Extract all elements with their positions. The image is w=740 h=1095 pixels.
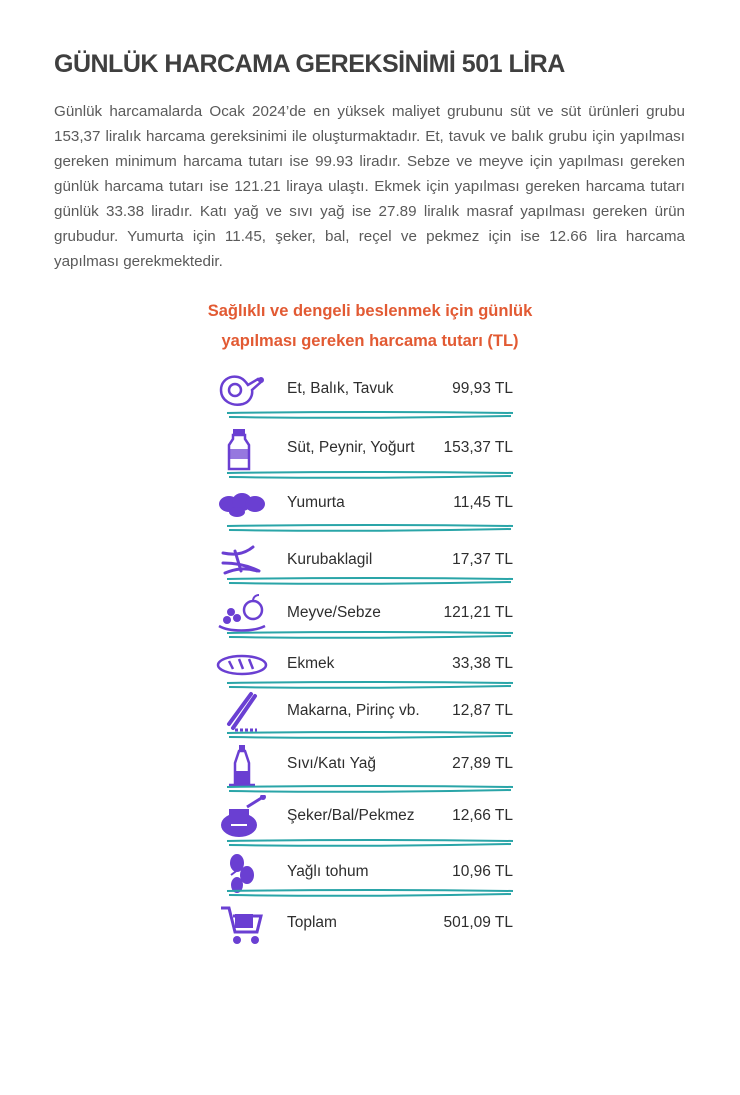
eggs-icon [215, 482, 269, 526]
expense-label: Kurubaklagil [287, 551, 373, 568]
oil-bottle-icon [215, 743, 269, 787]
expense-value: 33,38 TL [452, 655, 513, 672]
meat-icon [215, 368, 269, 412]
expense-value: 99,93 TL [452, 380, 513, 397]
page-title: GÜNLÜK HARCAMA GEREKSİNİMİ 501 LİRA [54, 50, 565, 78]
row-divider [225, 576, 515, 586]
expense-row [215, 902, 525, 946]
expense-value: 12,87 TL [452, 702, 513, 719]
row-divider [225, 838, 515, 848]
row-divider [225, 410, 515, 420]
expense-value: 501,09 TL [443, 914, 513, 931]
expense-row [215, 690, 525, 734]
expense-value: 11,45 TL [453, 494, 513, 511]
row-divider [225, 630, 515, 640]
row-divider [225, 730, 515, 740]
expense-label: Makarna, Pirinç vb. [287, 702, 420, 719]
row-divider [225, 784, 515, 794]
expense-row [215, 368, 525, 412]
row-divider [225, 523, 515, 533]
expense-value: 10,96 TL [452, 863, 513, 880]
honey-pot-icon [215, 795, 269, 839]
expense-label: Yumurta [287, 494, 345, 511]
chart-title-line-1: Sağlıklı ve dengeli beslenmek için günlük [207, 302, 533, 320]
expense-row [215, 743, 525, 787]
row-divider [225, 470, 515, 480]
expense-label: Et, Balık, Tavuk [287, 380, 394, 397]
shopping-cart-icon [215, 902, 269, 946]
chart-title [200, 296, 540, 356]
expense-label: Sıvı/Katı Yağ [287, 755, 377, 772]
milk-bottle-icon [215, 427, 269, 471]
expense-row [215, 795, 525, 839]
expense-value: 17,37 TL [452, 551, 513, 568]
expense-row [215, 427, 525, 471]
expense-label: Meyve/Sebze [287, 604, 381, 621]
expense-value: 153,37 TL [443, 439, 513, 456]
intro-paragraph: Günlük harcamalarda Ocak 2024’de en yüksek maliyet grubunu süt ve süt ürünleri grubu 153,37 liralık harcama gereksinimi ile oluşturmaktadır. Et, tavuk ve balık grubu için yapılması gereken minimum harcama tutarı ise 99.93 liradır. Sebze ve meyve için yapılması gereken günlük harcama tutarı ise 121.21 liraya ulaştı. Ekmek için yapılması gereken harcama tutarı günlük 33.38 liradır. Katı yağ ve sıvı yağ ise 27.89 liralık masraf yapılması gereken ürün grubudur. Yumurta için 11.45, şeker, bal, reçel ve pekmez için ise 12.66 lira harcama yapılması gerekmektedir. [54, 103, 685, 270]
expense-value: 27,89 TL [452, 755, 513, 772]
expense-label: Yağlı tohum [287, 863, 369, 880]
expense-value: 121,21 TL [443, 604, 513, 621]
pasta-icon [215, 690, 269, 734]
row-divider [225, 680, 515, 690]
expense-label: Süt, Peynir, Yoğurt [287, 439, 415, 456]
expense-row [215, 482, 525, 526]
chart-title-line-2: yapılması gereken harcama tutarı (TL) [221, 332, 519, 350]
expense-label: Şeker/Bal/Pekmez [287, 807, 415, 824]
expense-label: Toplam [287, 914, 337, 931]
expense-value: 12,66 TL [452, 807, 513, 824]
expense-label: Ekmek [287, 655, 335, 672]
row-divider [225, 888, 515, 898]
